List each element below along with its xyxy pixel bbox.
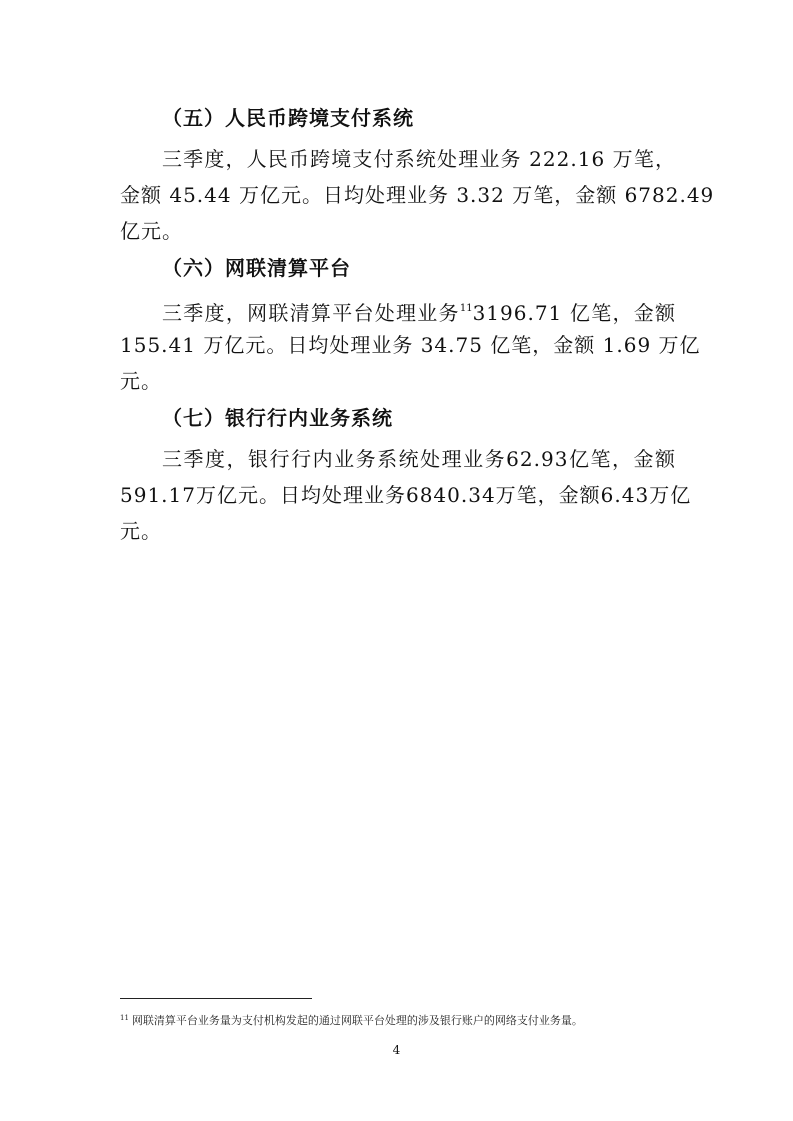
footnote-text: 网联清算平台业务量为支付机构发起的通过网联平台处理的涉及银行账户的网络支付业务量。: [131, 1014, 583, 1027]
footnote: [120, 1010, 583, 1029]
paragraph-line: 亿元。: [120, 219, 183, 243]
paragraph-line: 元。: [120, 369, 162, 393]
paragraph-line: 三季度，人民币跨境支付系统处理业务 222.16 万笔，: [162, 147, 676, 171]
footnote-divider: [120, 998, 312, 999]
page-number: 4: [392, 1043, 401, 1057]
section-heading-intrabank: （七）银行行内业务系统: [162, 406, 393, 430]
line-text: 3196.71 亿笔，金额: [472, 301, 677, 325]
paragraph-line: 155.41 万亿元。日均处理业务 34.75 亿笔，金额 1.69 万亿: [120, 333, 701, 357]
footnote-reference: 11: [459, 303, 473, 314]
section-paragraph-cips: [120, 141, 715, 249]
line-text: 三季度，网联清算平台处理业务: [162, 301, 460, 325]
section-heading-cips: （五）人民币跨境支付系统: [162, 106, 414, 130]
section-paragraph-intrabank: [120, 441, 692, 549]
paragraph-line: 金额 45.44 万亿元。日均处理业务 3.32 万笔，金额 6782.49: [120, 183, 715, 207]
paragraph-line: 三季度，银行行内业务系统处理业务62.93亿笔，金额: [162, 447, 676, 471]
section-paragraph-nucc: [120, 291, 701, 399]
paragraph-line: 591.17万亿元。日均处理业务6840.34万笔，金额6.43万亿: [120, 483, 692, 507]
paragraph-line: 元。: [120, 519, 162, 543]
section-heading-nucc: （六）网联清算平台: [162, 256, 351, 280]
footnote-mark: 11: [120, 1014, 129, 1022]
paragraph-line: [120, 291, 676, 327]
